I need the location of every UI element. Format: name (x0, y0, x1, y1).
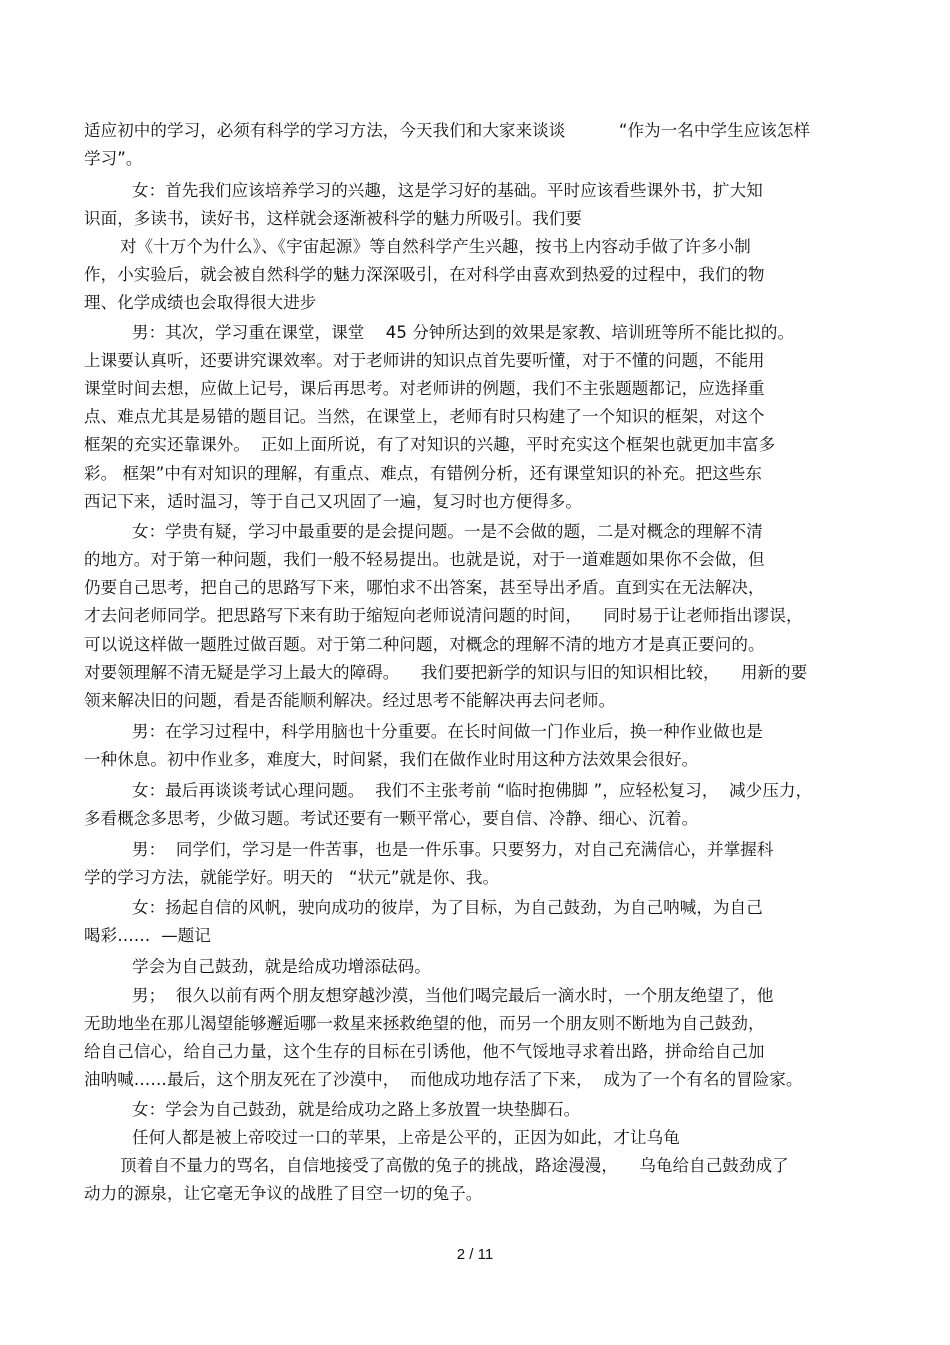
text-line: 识面，多读书，读好书，这样就会逐渐被科学的魅力所吸引。我们要 (84, 209, 582, 228)
text-line: 学习”。 (84, 149, 143, 168)
text-line: 作，小实验后，就会被自然科学的魅力深深吸引，在对科学由喜欢到热爱的过程中，我们的物 (84, 265, 765, 284)
text-line: 动力的源泉，让它毫无争议的战胜了目空一切的兔子。 (84, 1184, 483, 1203)
text-line: 女：学贵有疑，学习中最重要的是会提问题。一是不会做的题，二是对概念的理解不清 (132, 522, 763, 541)
text-line: 油呐喊……最后，这个朋友死在了沙漠中， 而他成功地存活了下来， 成为了一个有名的冒险家。 (84, 1070, 803, 1089)
text-line: 任何人都是被上帝咬过一口的苹果，上帝是公平的，正因为如此，才让乌龟 (132, 1128, 680, 1147)
text-line: 给自己信心，给自己力量，这个生存的目标在引诱他，他不气馁地寻求着出路，拼命给自己加 (84, 1042, 765, 1061)
text-line: 课堂时间去想，应做上记号，课后再思考。对老师讲的例题，我们不主张题题都记，应选择重 (84, 379, 765, 398)
text-line: 男； 很久以前有两个朋友想穿越沙漠，当他们喝完最后一滴水时，一个朋友绝望了，他 (132, 986, 774, 1005)
text-line: 女：首先我们应该培养学习的兴趣，这是学习好的基础。平时应该看些课外书，扩大知 (132, 181, 763, 200)
text-line: 框架的充实还靠课外。 正如上面所说，有了对知识的兴趣，平时充实这个框架也就更加丰富多 (84, 435, 776, 454)
text-line: 西记下来，适时温习，等于自己又巩固了一遍，复习时也方便得多。 (84, 492, 582, 511)
text-line: 女：扬起自信的风帆，驶向成功的彼岸，为了目标，为自己鼓劲，为自己呐喊，为自己 (132, 898, 763, 917)
text-line: 可以说这样做一题胜过做百题。对于第二种问题，对概念的理解不清的地方才是真正要问的。 (84, 635, 765, 654)
text-line: 顶着自不量力的骂名，自信地接受了高傲的兔子的挑战，路途漫漫， 乌龟给自己鼓劲成了 (120, 1156, 789, 1175)
text-line: 学会为自己鼓劲，就是给成功增添砝码。 (132, 957, 431, 976)
text-line: 学的学习方法，就能学好。明天的 “状元”就是你、我。 (84, 868, 500, 887)
text-line: 女：学会为自己鼓劲，就是给成功之路上多放置一块垫脚石。 (132, 1100, 581, 1119)
text-line: 点、难点尤其是易错的题目记。当然，在课堂上，老师有时只构建了一个知识的框架，对这个 (84, 407, 765, 426)
text-line: 多看概念多思考，少做习题。考试还要有一颗平常心，要自信、冷静、细心、沉着。 (84, 809, 699, 828)
text-line: 男： 同学们，学习是一件苦事，也是一件乐事。只要努力，对自己充满信心，并掌握科 (132, 840, 774, 859)
text-line: 男：其次，学习重在课堂，课堂 45 分钟所达到的效果是家教、培训班等所不能比拟的。 (132, 323, 795, 342)
text-line: 的地方。对于第一种问题，我们一般不轻易提出。也就是说，对于一道难题如果你不会做，但 (84, 550, 765, 569)
text-line: 对《十万个为什么》、《宇宙起源》等自然科学产生兴趣，按书上内容动手做了许多小制 (120, 237, 751, 256)
text-line: 一种休息。初中作业多，难度大，时间紧，我们在做作业时用这种方法效果会很好。 (84, 750, 699, 769)
text-line: 才去问老师同学。把思路写下来有助于缩短向老师说清问题的时间， 同时易于让老师指出谬误， (84, 606, 803, 625)
text-line: 彩。 框架”中有对知识的理解，有重点、难点，有错例分析，还有课堂知识的补充。把这些东 (84, 464, 762, 483)
text-line: 对要领理解不清无疑是学习上最大的障碍。 我们要把新学的知识与旧的知识相比较， 用新的要 (84, 663, 808, 682)
text-line: 无助地坐在那儿渴望能够邂逅哪一救星来拯救绝望的他，而另一个朋友则不断地为自己鼓劲， (84, 1014, 765, 1033)
text-line: 女：最后再谈谈考试心理问题。 我们不主张考前 “临时抱佛脚 ”，应轻松复习， 减少压力， (132, 781, 813, 800)
page-number: 2 / 11 (456, 1246, 494, 1263)
text-line: 仍要自己思考，把自己的思路写下来，哪怕求不出答案，甚至导出矛盾。直到实在无法解决， (84, 578, 765, 597)
text-line: 喝彩…… —题记 (84, 926, 211, 945)
text-line: 适应初中的学习，必须有科学的学习方法，今天我们和大家来谈谈 “作为一名中学生应该怎样 (84, 121, 811, 140)
text-line: 理、化学成绩也会取得很大进步 (84, 293, 317, 312)
text-line: 上课要认真听，还要讲究课效率。对于老师讲的知识点首先要听懂，对于不懂的问题，不能用 (84, 351, 765, 370)
text-line: 男：在学习过程中，科学用脑也十分重要。在长时间做一门作业后，换一种作业做也是 (132, 722, 763, 741)
text-line: 领来解决旧的问题，看是否能顺利解决。经过思考不能解决再去问老师。 (84, 691, 616, 710)
